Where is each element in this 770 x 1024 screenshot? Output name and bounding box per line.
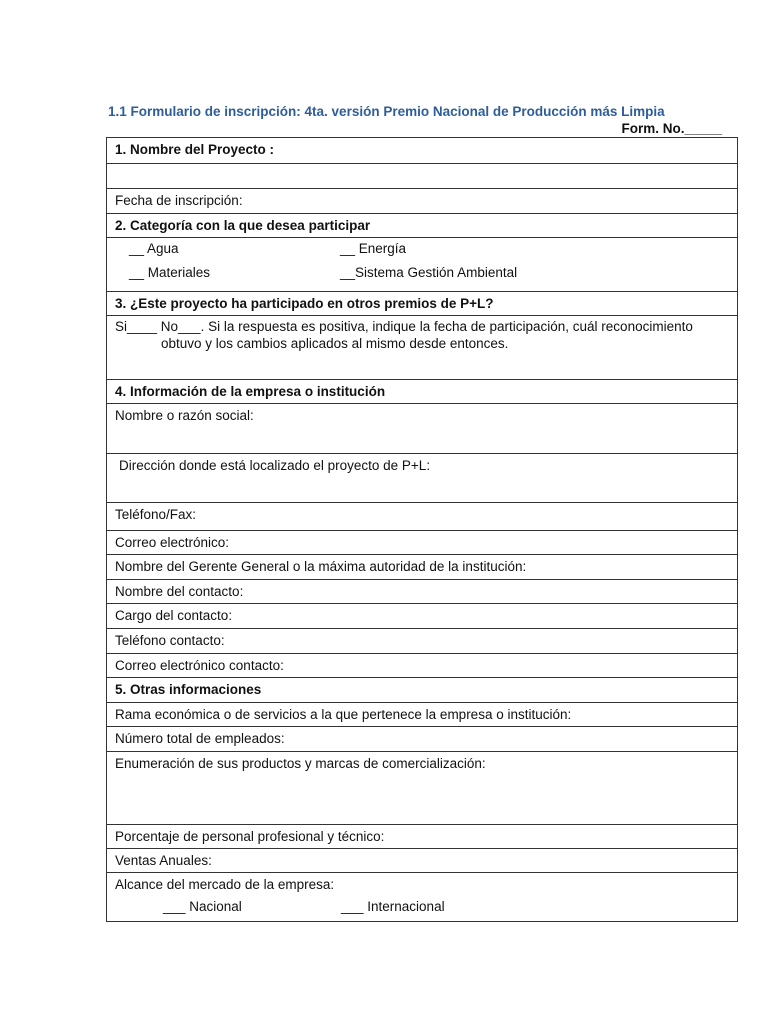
employees-field[interactable]: Número total de empleados: xyxy=(107,726,737,751)
staff-percentage-field[interactable]: Porcentaje de personal profesional y técnico: xyxy=(107,824,737,848)
contact-name-field[interactable]: Nombre del contacto: xyxy=(107,579,737,603)
economic-branch-field[interactable]: Rama económica o de servicios a la que pertenece la empresa o institución: xyxy=(107,702,737,726)
option-agua[interactable]: __ Agua xyxy=(129,241,179,256)
option-sistema-gestion[interactable]: __Sistema Gestión Ambiental xyxy=(340,265,518,280)
contact-email-field[interactable]: Correo electrónico contacto: xyxy=(107,653,737,677)
option-materiales[interactable]: __ Materiales xyxy=(129,265,211,280)
project-name-field[interactable] xyxy=(107,163,737,188)
option-energia[interactable]: __ Energía xyxy=(340,241,407,256)
previous-awards-line-1: Si____ No___. Si la respuesta es positiva, indique la fecha de participación, cuál reconocimiento xyxy=(115,319,693,334)
option-internacional[interactable]: ___ Internacional xyxy=(341,899,445,914)
email-field[interactable]: Correo electrónico: xyxy=(107,530,737,554)
general-manager-field[interactable]: Nombre del Gerente General o la máxima autoridad de la institución: xyxy=(107,554,737,579)
section-2-header: 2. Categoría con la que desea participar xyxy=(107,213,737,237)
section-1-header: 1. Nombre del Proyecto : xyxy=(115,142,275,157)
category-options xyxy=(107,237,737,291)
registration-form xyxy=(106,137,738,922)
registration-date-field[interactable]: Fecha de inscripción: xyxy=(107,188,737,213)
contact-phone-field[interactable]: Teléfono contacto: xyxy=(107,628,737,653)
company-name-field[interactable]: Nombre o razón social: xyxy=(107,403,737,453)
annual-sales-field[interactable]: Ventas Anuales: xyxy=(107,848,737,872)
previous-awards-field[interactable] xyxy=(107,315,737,379)
option-nacional[interactable]: ___ Nacional xyxy=(163,899,242,914)
products-field[interactable]: Enumeración de sus productos y marcas de comercialización: xyxy=(107,751,737,824)
section-5-header: 5. Otras informaciones xyxy=(107,677,737,702)
phone-fax-field[interactable]: Teléfono/Fax: xyxy=(107,502,737,530)
market-scope-field xyxy=(107,872,737,921)
project-address-field[interactable]: Dirección donde está localizado el proyecto de P+L: xyxy=(107,453,737,502)
form-number: Form. No._____ xyxy=(621,121,722,136)
form-title: 1.1 Formulario de inscripción: 4ta. versión Premio Nacional de Producción más Limpia xyxy=(108,104,665,119)
contact-position-field[interactable]: Cargo del contacto: xyxy=(107,603,737,628)
section-3-header: 3. ¿Este proyecto ha participado en otros premios de P+L? xyxy=(107,291,737,315)
market-scope-label: Alcance del mercado de la empresa: xyxy=(115,877,335,892)
previous-awards-line-2: obtuvo y los cambios aplicados al mismo desde entonces. xyxy=(161,336,509,351)
section-4-header: 4. Información de la empresa o institución xyxy=(107,379,737,403)
